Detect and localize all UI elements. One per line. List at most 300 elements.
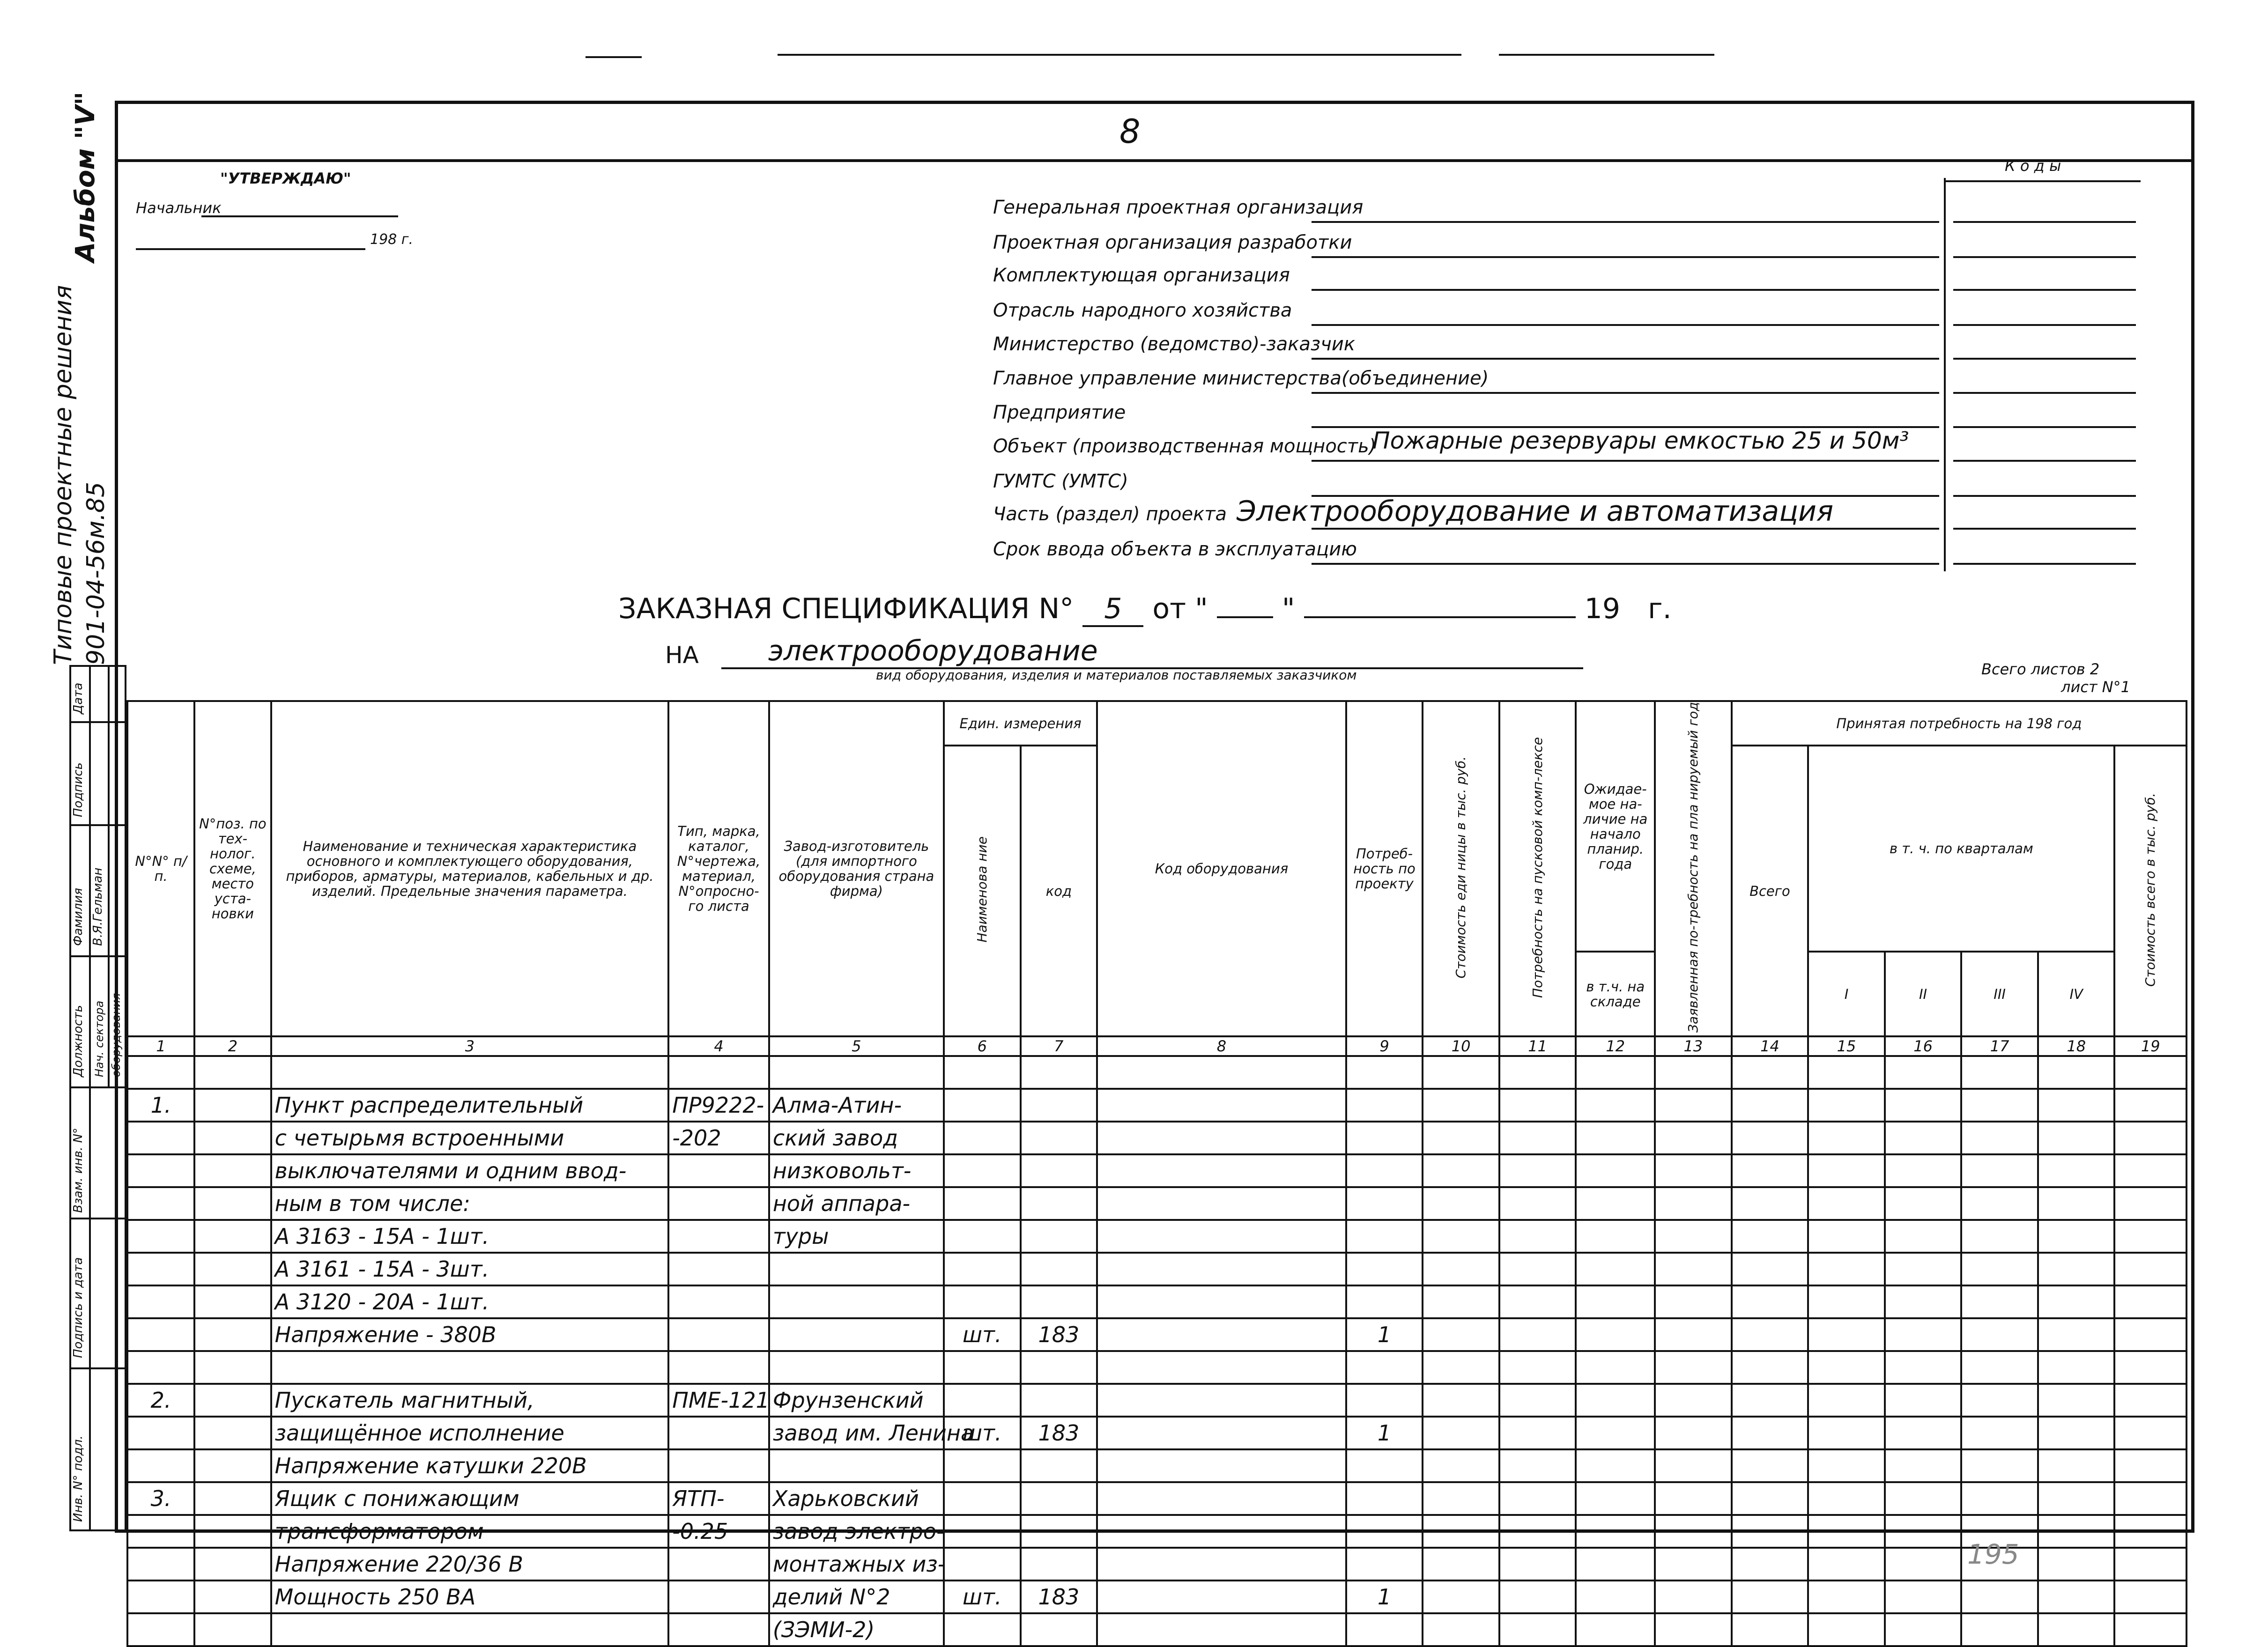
cell-code (1021, 1613, 1097, 1646)
org-field-label: Срок ввода объекта в эксплуатацию (993, 539, 1357, 560)
cell-empty (1961, 1613, 2038, 1646)
cell-empty (1423, 1253, 1499, 1285)
cell-empty (1097, 1187, 1346, 1220)
stamp-divider (69, 1367, 126, 1369)
column-number: 3 (271, 1036, 669, 1056)
cell-empty (1499, 1515, 1576, 1548)
cell-name: трансформатором (271, 1515, 669, 1548)
cell-empty (1732, 1285, 1808, 1318)
cell-empty (1961, 1318, 2038, 1351)
column-number: 15 (1808, 1036, 1885, 1056)
cell-code (1021, 1548, 1097, 1581)
cell-empty (2038, 1318, 2115, 1351)
cell-maker: Фрунзенский (769, 1384, 944, 1417)
th-total-cost: Стоимость всего в тыс. руб. (2114, 746, 2186, 1036)
org-field-label: Предприятие (993, 402, 1126, 423)
table-row (127, 1515, 2186, 1548)
cell-empty (1576, 1548, 1655, 1581)
cell-qty (1346, 1515, 1423, 1548)
cell-empty (1499, 1154, 1576, 1187)
cell-type (668, 1056, 769, 1089)
cell-empty (1961, 1351, 2038, 1384)
cell-empty (2038, 1613, 2115, 1646)
cell-type (668, 1581, 769, 1613)
cell-type (668, 1417, 769, 1449)
cell-empty (1808, 1417, 1885, 1449)
cell-unit (944, 1482, 1021, 1515)
cell-empty (1961, 1285, 2038, 1318)
code-field-line (1953, 460, 2136, 462)
cell-maker: Харьковский (769, 1482, 944, 1515)
cell-name: А 3163 - 15А - 1шт. (271, 1220, 669, 1253)
th-q1: I (1808, 952, 1885, 1036)
cell-empty (1961, 1089, 2038, 1122)
th-position: N°поз. по тех-нолог. схеме, место уста-новки (194, 701, 271, 1036)
cell-type (668, 1613, 769, 1646)
org-field-line (1312, 563, 1939, 565)
spec-quote-open: " (1195, 592, 1208, 625)
cell-empty (1499, 1482, 1576, 1515)
cell-empty (2114, 1056, 2186, 1089)
cell-empty (1576, 1482, 1655, 1515)
column-number: 1 (127, 1036, 194, 1056)
cell-empty (1732, 1253, 1808, 1285)
org-field-value: Электрооборудование и автоматизация (1237, 495, 1834, 528)
cell-empty (1655, 1220, 1732, 1253)
stamp-divider (69, 721, 126, 723)
codes-header-line (1944, 180, 2141, 182)
cell-type: ПМЕ-121 (668, 1384, 769, 1417)
org-field-line (1312, 256, 1939, 258)
spec-from: от (1152, 592, 1186, 625)
cell-name: А 3161 - 15А - 3шт. (271, 1253, 669, 1285)
table-row (127, 1154, 2186, 1187)
th-total: Всего (1732, 746, 1808, 1036)
spec-quote-close: " (1282, 592, 1295, 625)
cell-empty (1732, 1318, 1808, 1351)
table-row (127, 1613, 2186, 1646)
cell-empty (194, 1056, 271, 1089)
table-row (127, 1253, 2186, 1285)
column-number: 12 (1576, 1036, 1655, 1056)
cell-empty (1885, 1089, 1962, 1122)
cell-empty (1808, 1318, 1885, 1351)
cell-empty (1097, 1253, 1346, 1285)
cell-type (668, 1285, 769, 1318)
cell-maker (769, 1056, 944, 1089)
cell-empty (2038, 1187, 2115, 1220)
cell-maker: (ЗЭМИ-2) (769, 1613, 944, 1646)
code-field-line (1953, 392, 2136, 394)
cell-name: Ящик с понижающим (271, 1482, 669, 1515)
cell-empty (1576, 1515, 1655, 1548)
cell-empty (1097, 1417, 1346, 1449)
cell-empty (1499, 1285, 1576, 1318)
cell-empty (1732, 1581, 1808, 1613)
org-field-line (1312, 460, 1939, 462)
cell-empty (194, 1351, 271, 1384)
cell-empty (1732, 1384, 1808, 1417)
cell-type (668, 1548, 769, 1581)
cell-type: ЯТП- (668, 1482, 769, 1515)
cell-empty (1808, 1056, 1885, 1089)
spec-na-value: электрооборудование (768, 635, 1098, 667)
org-field-label: Часть (раздел) проекта (993, 503, 1227, 525)
cell-empty (1097, 1089, 1346, 1122)
cell-empty (2038, 1482, 2115, 1515)
code-field-line (1953, 221, 2136, 223)
org-field-line (1312, 324, 1939, 326)
org-field-label: ГУМТС (УМТС) (993, 471, 1128, 492)
stamp-divider (69, 1218, 126, 1219)
cell-empty (1097, 1515, 1346, 1548)
cell-maker: делий N°2 (769, 1581, 944, 1613)
sheets-total: Всего листов 2 (1981, 660, 2100, 678)
cell-empty (1499, 1318, 1576, 1351)
cell-empty (1423, 1417, 1499, 1449)
cell-empty (1961, 1482, 2038, 1515)
cell-empty (1885, 1515, 1962, 1548)
org-field-label: Министерство (ведомство)-заказчик (993, 333, 1355, 355)
code-field-line (1953, 324, 2136, 326)
cell-empty (1808, 1351, 1885, 1384)
table-row (127, 1122, 2186, 1154)
cell-num (127, 1154, 194, 1187)
stamp-inv-dup-label: Взам. инв. N° (71, 1128, 85, 1213)
column-number: 19 (2114, 1036, 2186, 1056)
cell-empty (2038, 1417, 2115, 1449)
cell-empty (194, 1285, 271, 1318)
cell-empty (1655, 1482, 1732, 1515)
cell-code (1021, 1122, 1097, 1154)
cell-empty (1808, 1482, 1885, 1515)
cell-num: 1. (127, 1089, 194, 1122)
cell-empty (1423, 1449, 1499, 1482)
column-number: 18 (2038, 1036, 2115, 1056)
cell-unit (944, 1056, 1021, 1089)
stamp-divider (69, 1086, 126, 1088)
cell-empty (1655, 1285, 1732, 1318)
cell-empty (1655, 1548, 1732, 1581)
cell-code (1021, 1187, 1097, 1220)
cell-empty (1732, 1056, 1808, 1089)
cell-empty (2114, 1285, 2186, 1318)
sheets-current: лист N°1 (2061, 678, 2130, 696)
cell-empty (1885, 1318, 1962, 1351)
table-row (127, 1089, 2186, 1122)
cell-empty (1732, 1548, 1808, 1581)
cell-code (1021, 1482, 1097, 1515)
cell-type (668, 1449, 769, 1482)
cell-code (1021, 1154, 1097, 1187)
code-field-line (1953, 563, 2136, 565)
cell-empty (1423, 1351, 1499, 1384)
codes-header: К о д ы (2005, 157, 2061, 175)
cell-empty (1576, 1187, 1655, 1220)
org-field-label: Отрасль народного хозяйства (993, 300, 1292, 321)
column-number: 5 (769, 1036, 944, 1056)
cell-empty (1732, 1613, 1808, 1646)
cell-empty (1732, 1449, 1808, 1482)
cell-maker: низковольт- (769, 1154, 944, 1187)
cell-code (1021, 1056, 1097, 1089)
cell-empty (194, 1548, 271, 1581)
cell-empty (1097, 1154, 1346, 1187)
cell-maker: Алма-Атин- (769, 1089, 944, 1122)
cell-name (271, 1056, 669, 1089)
cell-code: 183 (1021, 1318, 1097, 1351)
cell-empty (1961, 1122, 2038, 1154)
cell-empty (2038, 1515, 2115, 1548)
cell-empty (2114, 1613, 2186, 1646)
cell-empty (1885, 1449, 1962, 1482)
cell-empty (194, 1449, 271, 1482)
cell-empty (2114, 1351, 2186, 1384)
cell-name: А 3120 - 20А - 1шт. (271, 1285, 669, 1318)
cell-empty (1097, 1548, 1346, 1581)
cell-empty (2114, 1384, 2186, 1417)
cell-name: с четырьмя встроенными (271, 1122, 669, 1154)
cell-empty (1499, 1449, 1576, 1482)
cell-empty (1885, 1122, 1962, 1154)
cell-empty (1961, 1187, 2038, 1220)
column-number: 7 (1021, 1036, 1097, 1056)
cell-maker: завод электро- (769, 1515, 944, 1548)
column-number: 10 (1423, 1036, 1499, 1056)
code-field-line (1953, 528, 2136, 530)
cell-empty (1097, 1056, 1346, 1089)
cell-maker (769, 1351, 944, 1384)
cell-type (668, 1154, 769, 1187)
cell-unit (944, 1089, 1021, 1122)
cell-empty (1808, 1548, 1885, 1581)
column-number: 8 (1097, 1036, 1346, 1056)
stamp-position-value: Нач. сектора оборудования (93, 993, 123, 1077)
code-field-line (1953, 426, 2136, 428)
cell-qty (1346, 1613, 1423, 1646)
cell-qty (1346, 1384, 1423, 1417)
cell-empty (2114, 1581, 2186, 1613)
org-field-line (1312, 289, 1939, 291)
cell-unit (944, 1515, 1021, 1548)
table-row (127, 1056, 2186, 1089)
cell-empty (2114, 1154, 2186, 1187)
cell-empty (194, 1515, 271, 1548)
cell-num (127, 1285, 194, 1318)
column-number: 14 (1732, 1036, 1808, 1056)
stamp-inv-orig-label: Инв. N° подл. (71, 1435, 85, 1522)
cell-empty (2038, 1056, 2115, 1089)
cell-empty (2038, 1253, 2115, 1285)
th-unit-code: код (1021, 746, 1097, 1036)
cell-empty (1423, 1154, 1499, 1187)
th-declared: Заявленная по-требность на пла нируемый год (1655, 701, 1732, 1036)
cell-empty (194, 1318, 271, 1351)
th-in-stock: в т.ч. на складе (1576, 952, 1655, 1036)
cell-empty (1423, 1581, 1499, 1613)
th-accepted: Принятая потребность на 198 год (1732, 701, 2186, 746)
cell-empty (1655, 1384, 1732, 1417)
cell-empty (1499, 1056, 1576, 1089)
cell-num (127, 1220, 194, 1253)
cell-empty (2038, 1384, 2115, 1417)
cell-empty (1097, 1613, 1346, 1646)
cell-qty (1346, 1548, 1423, 1581)
cell-empty (2114, 1220, 2186, 1253)
code-field-line (1953, 256, 2136, 258)
cell-maker (769, 1253, 944, 1285)
cell-empty (1961, 1449, 2038, 1482)
org-field-line (1312, 528, 1939, 530)
cell-empty (1885, 1613, 1962, 1646)
cell-empty (1885, 1351, 1962, 1384)
cell-empty (2038, 1449, 2115, 1482)
approval-date-suffix: 198 г. (370, 231, 414, 248)
cell-num (127, 1515, 194, 1548)
cell-unit (944, 1154, 1021, 1187)
cell-qty (1346, 1154, 1423, 1187)
cell-empty (2114, 1417, 2186, 1449)
cell-empty (1576, 1318, 1655, 1351)
cell-empty (2038, 1220, 2115, 1253)
cell-empty (1732, 1351, 1808, 1384)
cell-empty (2038, 1089, 2115, 1122)
cell-empty (1655, 1449, 1732, 1482)
cell-empty (1499, 1384, 1576, 1417)
th-unit-cost: Стоимость еди ницы в тыс. руб. (1423, 701, 1499, 1036)
cell-num (127, 1253, 194, 1285)
cell-empty (1961, 1220, 2038, 1253)
cell-code (1021, 1351, 1097, 1384)
th-name: Наименование и техническая характеристика основного и комплектующего оборудования, приборов, арматуры, материалов, кабельных и др. изделий. Предельные значения параметра. (271, 701, 669, 1036)
corner-mark: 195 (1967, 1538, 2019, 1570)
cell-empty (1808, 1187, 1885, 1220)
cell-empty (1499, 1581, 1576, 1613)
th-type: Тип, марка, каталог, N°чертежа, материал, N°опросно-го листа (668, 701, 769, 1036)
cell-empty (1808, 1285, 1885, 1318)
table-row (127, 1187, 2186, 1220)
cell-unit (944, 1187, 1021, 1220)
cell-empty (1097, 1581, 1346, 1613)
cell-empty (1961, 1056, 2038, 1089)
cell-num (127, 1417, 194, 1449)
header-divider (115, 159, 2194, 162)
cell-maker: монтажных из- (769, 1548, 944, 1581)
column-number: 16 (1885, 1036, 1962, 1056)
cell-empty (1576, 1122, 1655, 1154)
org-field-value: Пожарные резервуары емкостью 25 и 50м³ (1372, 427, 1909, 454)
stamp-date-label: Дата (71, 682, 85, 714)
cell-code (1021, 1089, 1097, 1122)
cell-empty (1655, 1253, 1732, 1285)
cell-type (668, 1318, 769, 1351)
column-number: 13 (1655, 1036, 1732, 1056)
cell-empty (1576, 1056, 1655, 1089)
cell-empty (1885, 1154, 1962, 1187)
cell-empty (2038, 1548, 2115, 1581)
cell-type: -0.25 (668, 1515, 769, 1548)
org-field-label: Генеральная проектная организация (993, 197, 1364, 218)
cell-maker: туры (769, 1220, 944, 1253)
th-maker: Завод-изготовитель (для импортного оборудования страна фирма) (769, 701, 944, 1036)
cell-empty (1808, 1581, 1885, 1613)
cell-name: Напряжение 220/36 В (271, 1548, 669, 1581)
cell-num (127, 1318, 194, 1351)
cell-code (1021, 1449, 1097, 1482)
cell-empty (1732, 1187, 1808, 1220)
cell-name: Пускатель магнитный, (271, 1384, 669, 1417)
th-units: Един. измерения (944, 701, 1097, 746)
cell-empty (1885, 1548, 1962, 1581)
cell-empty (1499, 1122, 1576, 1154)
column-number-row (127, 1036, 2186, 1056)
cell-type: -202 (668, 1122, 769, 1154)
stamp-divider (69, 824, 126, 826)
cell-code (1021, 1515, 1097, 1548)
cell-empty (1655, 1187, 1732, 1220)
cell-maker (769, 1285, 944, 1318)
cell-maker (769, 1318, 944, 1351)
cell-unit (944, 1122, 1021, 1154)
cell-qty (1346, 1351, 1423, 1384)
top-dash (1499, 54, 1714, 56)
cell-qty (1346, 1449, 1423, 1482)
cell-empty (2038, 1581, 2115, 1613)
cell-type (668, 1253, 769, 1285)
cell-num (127, 1581, 194, 1613)
cell-empty (1097, 1482, 1346, 1515)
cell-empty (1961, 1253, 2038, 1285)
th-equipment-code: Код оборудования (1097, 701, 1346, 1036)
cell-code: 183 (1021, 1417, 1097, 1449)
approval-date-line (136, 248, 365, 250)
cell-empty (1808, 1253, 1885, 1285)
cell-empty (1655, 1122, 1732, 1154)
column-number: 4 (668, 1036, 769, 1056)
cell-empty (2114, 1449, 2186, 1482)
cell-empty (1961, 1154, 2038, 1187)
cell-empty (1576, 1253, 1655, 1285)
cell-empty (2114, 1318, 2186, 1351)
cell-qty: 1 (1346, 1417, 1423, 1449)
cell-empty (1732, 1417, 1808, 1449)
cell-unit (944, 1613, 1021, 1646)
th-q3: III (1961, 952, 2038, 1036)
cell-maker: завод им. Ленина (769, 1417, 944, 1449)
cell-empty (194, 1220, 271, 1253)
spec-number: 5 (1082, 592, 1143, 627)
cell-empty (1423, 1548, 1499, 1581)
cell-empty (1576, 1154, 1655, 1187)
cell-num: 3. (127, 1482, 194, 1515)
cell-empty (2114, 1187, 2186, 1220)
cell-empty (1961, 1581, 2038, 1613)
cell-empty (194, 1417, 271, 1449)
cell-empty (1499, 1417, 1576, 1449)
stamp-divider (89, 665, 91, 1531)
org-field-label: Проектная организация разработки (993, 232, 1352, 253)
cell-unit: шт. (944, 1581, 1021, 1613)
stamp-surname-value: В.Я.Гельман (91, 867, 105, 946)
cell-unit (944, 1351, 1021, 1384)
cell-type (668, 1351, 769, 1384)
cell-name: Напряжение - 380В (271, 1318, 669, 1351)
cell-qty (1346, 1253, 1423, 1285)
spec-title-main: ЗАКАЗНАЯ СПЕЦИФИКАЦИЯ N° (618, 592, 1074, 625)
cell-qty: 1 (1346, 1581, 1423, 1613)
cell-empty (1808, 1449, 1885, 1482)
cell-code: 183 (1021, 1581, 1097, 1613)
